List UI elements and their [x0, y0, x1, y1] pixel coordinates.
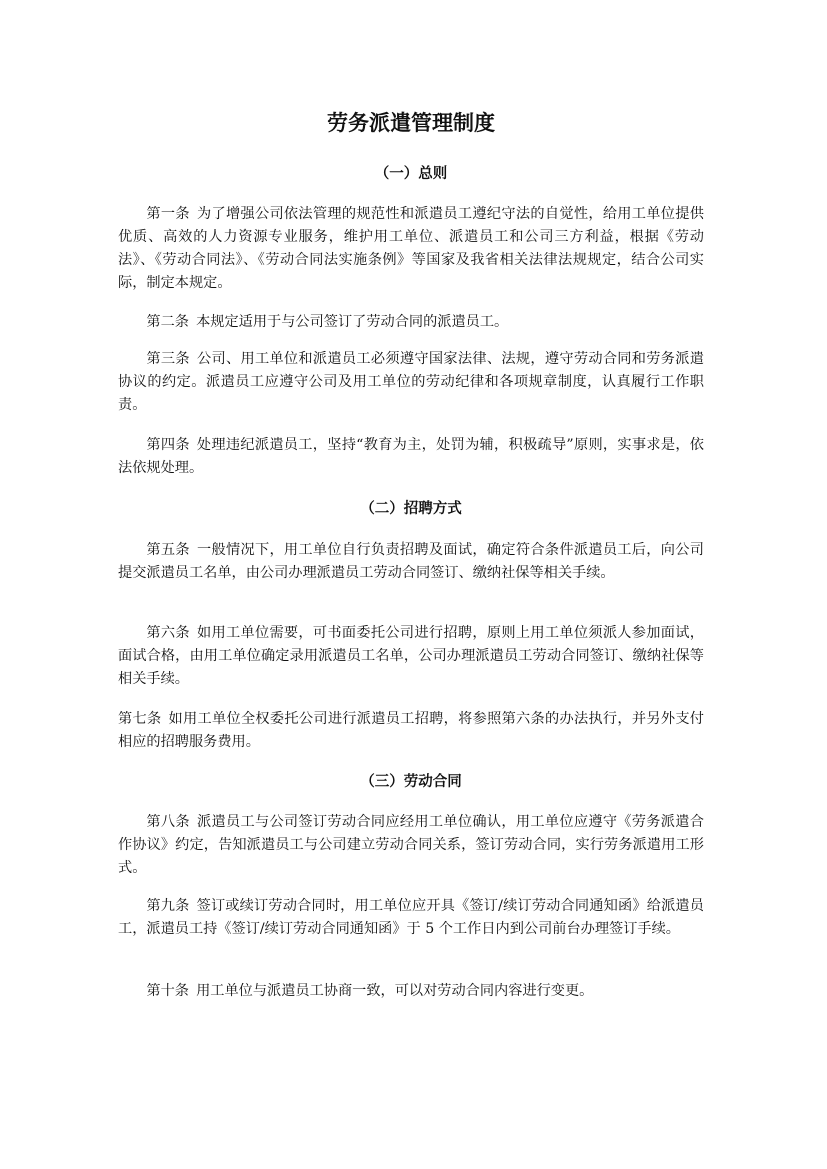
article-text: 本规定适用于与公司签订了劳动合同的派遣员工。	[196, 314, 509, 330]
article-1	[118, 203, 704, 295]
article-text: 公司、用工单位和派遣员工必须遵守国家法律、法规，遵守劳动合同和劳务派遣协议的约定。派遣员工应遵守公司及用工单位的劳动纪律和各项规章制度，认真履行工作职责。	[118, 351, 704, 413]
article-text: 为了增强公司依法管理的规范性和派遣员工遵纪守法的自觉性，给用工单位提供优质、高效的人力资源专业服务，维护用工单位、派遣员工和公司三方利益，根据《劳动法》、《劳动合同法》、《劳动合同法实施条例》等国家及我省相关法律法规规定，结合公司实际，制定本规定。	[118, 206, 704, 291]
section-heading-general: （一）总则	[374, 166, 448, 182]
article-label: 第二条	[146, 314, 189, 330]
article-4	[118, 434, 704, 480]
section-heading-recruitment: （二）招聘方式	[360, 501, 462, 517]
article-10	[118, 980, 704, 1003]
document-page	[118, 0, 704, 1169]
article-text: 一般情况下，用工单位自行负责招聘及面试，确定符合条件派遣员工后，向公司提交派遣员工名单，由公司办理派遣员工劳动合同签订、缴纳社保等相关手续。	[118, 542, 704, 581]
article-text: 如用工单位全权委托公司进行派遣员工招聘，将参照第六条的办法执行，并另外支付相应的招聘服务费用。	[118, 711, 704, 750]
article-label: 第三条	[146, 351, 190, 367]
article-label: 第七条	[118, 711, 162, 727]
article-text: 派遣员工与公司签订劳动合同应经用工单位确认，用工单位应遵守《劳务派遣合作协议》约定，告知派遣员工与公司建立劳动合同关系，签订劳动合同，实行劳务派遣用工形式。	[118, 814, 704, 876]
article-9	[118, 895, 704, 941]
article-label: 第九条	[146, 898, 190, 914]
article-label: 第五条	[146, 542, 190, 558]
article-2	[118, 311, 704, 334]
document-title: 劳务派遣管理制度	[327, 111, 495, 135]
article-5	[118, 539, 704, 585]
article-7	[118, 708, 704, 754]
article-text: 用工单位与派遣员工协商一致，可以对劳动合同内容进行变更。	[196, 983, 594, 999]
article-8	[118, 811, 704, 880]
article-3	[118, 348, 704, 417]
article-6	[118, 622, 704, 691]
article-label: 第八条	[146, 814, 190, 830]
article-label: 第四条	[146, 437, 190, 453]
section-heading-labor-contract: （三）劳动合同	[360, 774, 462, 790]
article-text: 处理违纪派遣员工，坚持“教育为主，处罚为辅，积极疏导”原则，实事求是，依法依规处理。	[118, 437, 704, 476]
article-text: 签订或续订劳动合同时，用工单位应开具《签订/续订劳动合同通知函》给派遣员工，派遣员工持《签订/续订劳动合同通知函》于 5 个工作日内到公司前台办理签订手续。	[118, 898, 704, 937]
article-text: 如用工单位需要，可书面委托公司进行招聘，原则上用工单位须派人参加面试，面试合格，由用工单位确定录用派遣员工名单，公司办理派遣员工劳动合同签订、缴纳社保等相关手续。	[118, 625, 704, 687]
article-label: 第十条	[146, 983, 189, 999]
article-label: 第六条	[146, 625, 190, 641]
article-label: 第一条	[146, 206, 190, 222]
